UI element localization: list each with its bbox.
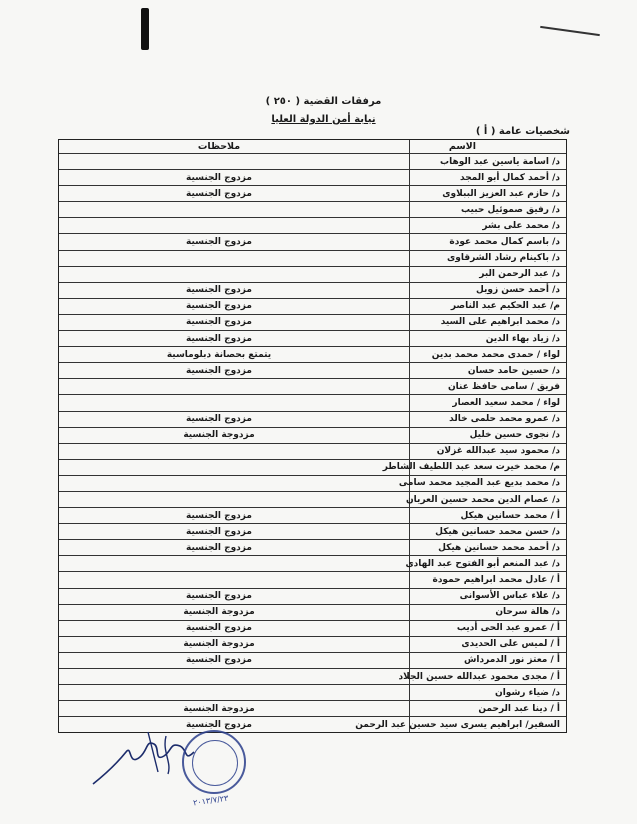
- table-row: [59, 362, 566, 378]
- table-row: [59, 314, 566, 330]
- row-name: د/ باسم كمال محمد عودة: [449, 237, 560, 248]
- row-note: [159, 154, 279, 169]
- table-row: [59, 555, 566, 571]
- row-name: د/ اسامة ياسين عبد الوهاب: [440, 156, 560, 167]
- table-row: [59, 427, 566, 443]
- row-name: د/ عصام الدين محمد حسين العريان: [406, 494, 560, 505]
- row-note: مزدوج الجنسية: [186, 333, 252, 344]
- stamp-icon: [182, 730, 246, 794]
- row-name: أ / معتز نور الدمرداش: [464, 655, 560, 666]
- table-row: [59, 394, 566, 410]
- row-name: د/ نجوى حسين خليل: [469, 430, 560, 441]
- row-note: مزدوج الجنسية: [186, 526, 252, 537]
- row-note: مزدوجة الجنسية: [183, 430, 255, 441]
- binder-hole-mark: [141, 8, 149, 50]
- table-row: [59, 250, 566, 266]
- row-note: [159, 572, 279, 587]
- stamp-date: ٢٠١٣/٧/٢٣: [192, 793, 229, 808]
- table-row: [59, 169, 566, 185]
- row-note: مزدوج الجنسية: [186, 237, 252, 248]
- table-row: [59, 330, 566, 346]
- row-note: [159, 202, 279, 217]
- row-name: السفير/ ابراهيم يسرى سيد حسين عبد الرحمن: [355, 719, 560, 730]
- row-note: مزدوج الجنسية: [186, 591, 252, 602]
- row-note: مزدوج الجنسية: [186, 317, 252, 328]
- row-name: د/ أحمد كمال أبو المجد: [460, 172, 560, 183]
- row-name: أ / دينا عبد الرحمن: [478, 703, 560, 714]
- row-note: [159, 267, 279, 282]
- table-row: [59, 201, 566, 217]
- column-header-notes: ملاحظات: [197, 141, 241, 152]
- row-name: د/ ضياء رشوان: [495, 687, 560, 698]
- row-note: [159, 460, 279, 475]
- row-name: أ / لميس على الحديدى: [461, 639, 560, 650]
- document-title: مرفقات القضية ( ٢٥٠ ): [265, 96, 382, 107]
- document-subtitle: نيابة أمن الدولة العليا: [271, 114, 376, 125]
- row-name: لواء / محمد سعيد العصار: [452, 397, 560, 408]
- row-note: [159, 444, 279, 459]
- row-name: د/ عمرو محمد حلمى خالد: [449, 414, 560, 425]
- table-row: [59, 539, 566, 555]
- row-name: د/ هالة سرحان: [495, 607, 560, 618]
- column-header-name: الاسم: [448, 141, 476, 152]
- table-row: [59, 523, 566, 539]
- row-note: مزدوج الجنسية: [186, 655, 252, 666]
- table-row: [59, 266, 566, 282]
- row-name: د/ زياد بهاء الدين: [485, 333, 560, 344]
- row-note: [159, 218, 279, 233]
- table-row: [59, 636, 566, 652]
- row-note: مزدوج الجنسية: [186, 414, 252, 425]
- row-note: [159, 669, 279, 684]
- row-name: د/ حسين حامد حسان: [467, 365, 560, 376]
- table-row: [59, 378, 566, 394]
- table-header-row: [59, 140, 566, 153]
- row-note: مزدوج الجنسية: [186, 719, 252, 730]
- row-note: مزدوجة الجنسية: [183, 607, 255, 618]
- table-row: [59, 491, 566, 507]
- row-note: مزدوج الجنسية: [186, 188, 252, 199]
- row-name: م/ عبد الحكيم عبد الناصر: [450, 301, 560, 312]
- row-name: د/ حازم عبد العزيز الببلاوى: [442, 188, 560, 199]
- table-row: [59, 571, 566, 587]
- row-note: مزدوج الجنسية: [186, 285, 252, 296]
- row-name: د/ أحمد حسن زويل: [475, 285, 560, 296]
- row-name: د/ محمد ابراهيم على السيد: [440, 317, 560, 328]
- table-row: [59, 668, 566, 684]
- table-row: [59, 298, 566, 314]
- table-row: [59, 700, 566, 716]
- table-row: [59, 652, 566, 668]
- table-row: [59, 620, 566, 636]
- table-row: [59, 443, 566, 459]
- row-name: فريق / سامى حافظ عنان: [448, 381, 560, 392]
- row-note: [159, 251, 279, 266]
- row-name: د/ محمود سيد عبدالله غزلان: [436, 446, 560, 457]
- row-note: مزدوج الجنسية: [186, 301, 252, 312]
- section-label: شخصيات عامة ( أ ): [475, 126, 570, 137]
- row-note: مزدوجة الجنسية: [183, 703, 255, 714]
- row-name: د/ رفيق صموئيل حبيب: [461, 204, 560, 215]
- table-row: [59, 217, 566, 233]
- table-row: [59, 459, 566, 475]
- row-name: د/ باكينام رشاد الشرقاوى: [447, 253, 560, 264]
- row-name: د/ أحمد محمد حسانين هيكل: [438, 542, 560, 553]
- row-note: [159, 492, 279, 507]
- row-name: م/ محمد خيرت سعد عبد اللطيف الشاطر: [382, 462, 560, 473]
- table-row: [59, 604, 566, 620]
- row-name: د/ محمد على بشر: [482, 220, 560, 231]
- row-name: أ / عادل محمد ابراهيم حمودة: [432, 574, 560, 585]
- table-row: [59, 588, 566, 604]
- table-row: [59, 185, 566, 201]
- row-note: يتمتع بحصانة دبلوماسية: [166, 349, 272, 360]
- row-note: [159, 556, 279, 571]
- table-row: [59, 507, 566, 523]
- row-name: د/ عبد الرحمن البر: [479, 269, 560, 280]
- row-name: لواء / حمدى محمد محمد بدين: [431, 349, 560, 360]
- row-note: [159, 476, 279, 491]
- row-name: د/ عبد المنعم أبو الفتوح عبد الهادى: [405, 558, 560, 569]
- row-name: د/ حسن محمد حسانين هيكل: [435, 526, 560, 537]
- row-note: [159, 685, 279, 700]
- table-row: [59, 684, 566, 700]
- row-note: مزدوج الجنسية: [186, 510, 252, 521]
- row-name: د/ محمد بديع عبد المجيد محمد سامى: [398, 478, 560, 489]
- row-name: أ / عمرو عبد الحى أديب: [456, 623, 560, 634]
- row-name: د/ علاء عباس الأسوانى: [459, 591, 560, 602]
- row-name: أ / مجدى محمود عبدالله حسين الجلاد: [398, 671, 560, 682]
- table-row: [59, 233, 566, 249]
- row-note: مزدوج الجنسية: [186, 172, 252, 183]
- table-row: [59, 282, 566, 298]
- row-note: مزدوج الجنسية: [186, 542, 252, 553]
- table-row: [59, 411, 566, 427]
- row-note: [159, 395, 279, 410]
- row-name: أ / محمد حسانين هيكل: [460, 510, 560, 521]
- row-note: [159, 379, 279, 394]
- row-note: مزدوج الجنسية: [186, 623, 252, 634]
- table-row: [59, 475, 566, 491]
- table-row: [59, 346, 566, 362]
- table-row: [59, 153, 566, 169]
- row-note: مزدوج الجنسية: [186, 365, 252, 376]
- row-note: مزدوجة الجنسية: [183, 639, 255, 650]
- scan-artifact-line: [540, 26, 600, 36]
- names-table: [58, 139, 567, 733]
